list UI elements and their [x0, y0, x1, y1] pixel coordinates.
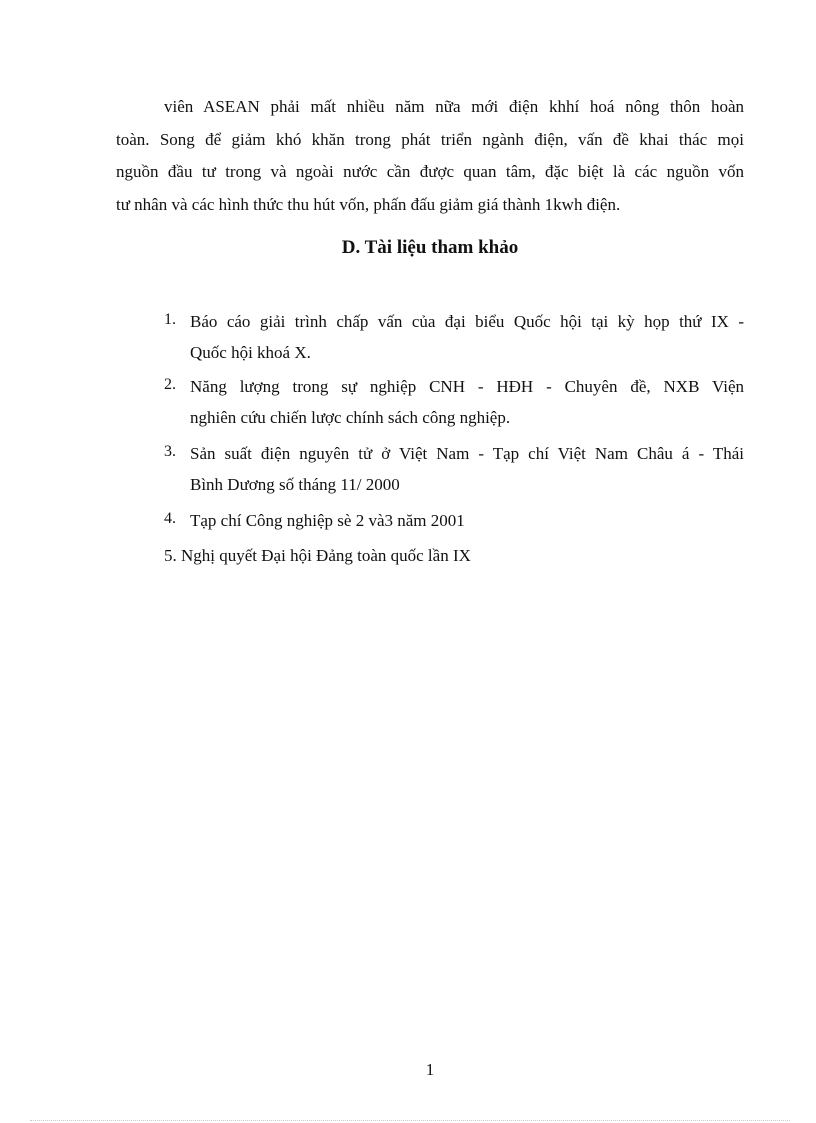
reference-number: 1.: [164, 311, 176, 328]
reference-number: 2.: [164, 376, 176, 393]
reference-line: nghiên cứu chiến lược chính sách công nghiệp.: [190, 408, 511, 427]
paragraph-line: toàn. Song để giảm khó khăn trong phát triển ngành điện, vấn đề khai thác mọi: [116, 129, 744, 149]
reference-line: Báo cáo giải trình chấp vấn của đại biểu Quốc hội tại kỳ họp thứ IX -: [190, 312, 744, 331]
paragraph-line: nguồn đầu tư trong và ngoài nước cần được quan tâm, đặc biệt là các nguồn vốn: [116, 162, 744, 181]
body-paragraph: [116, 91, 744, 221]
reference-number: 4.: [164, 510, 176, 527]
reference-item-5: 5. Nghị quyết Đại hội Đảng toàn quốc lần IX: [164, 546, 471, 565]
paragraph-line: viên ASEAN phải mất nhiều năm nữa mới điện khhí hoá nông thôn hoàn: [164, 97, 744, 116]
paragraph-line: tư nhân và các hình thức thu hút vốn, phấn đấu giảm giá thành 1kwh điện.: [116, 194, 621, 214]
reference-line: Quốc hội khoá X.: [190, 343, 311, 362]
reference-item: [164, 371, 744, 433]
reference-line: Năng lượng trong sự nghiệp CNH - HĐH - Chuyên đề, NXB Viện: [190, 377, 744, 396]
reference-item: [164, 505, 744, 536]
reference-number: 3.: [164, 443, 176, 460]
reference-item: [164, 306, 744, 368]
page-number: 1: [425, 1060, 435, 1079]
reference-line: Bình Dương số tháng 11/ 2000: [190, 475, 400, 494]
page-bottom-divider: [30, 1120, 790, 1121]
reference-line: Tạp chí Công nghiệp sè 2 và3 năm 2001: [190, 511, 465, 530]
references-heading: D. Tài liệu tham khảo: [341, 237, 519, 258]
reference-line: Sản suất điện nguyên tử ở Việt Nam - Tạp chí Việt Nam Châu á - Thái: [190, 444, 744, 463]
reference-item: [164, 438, 744, 500]
